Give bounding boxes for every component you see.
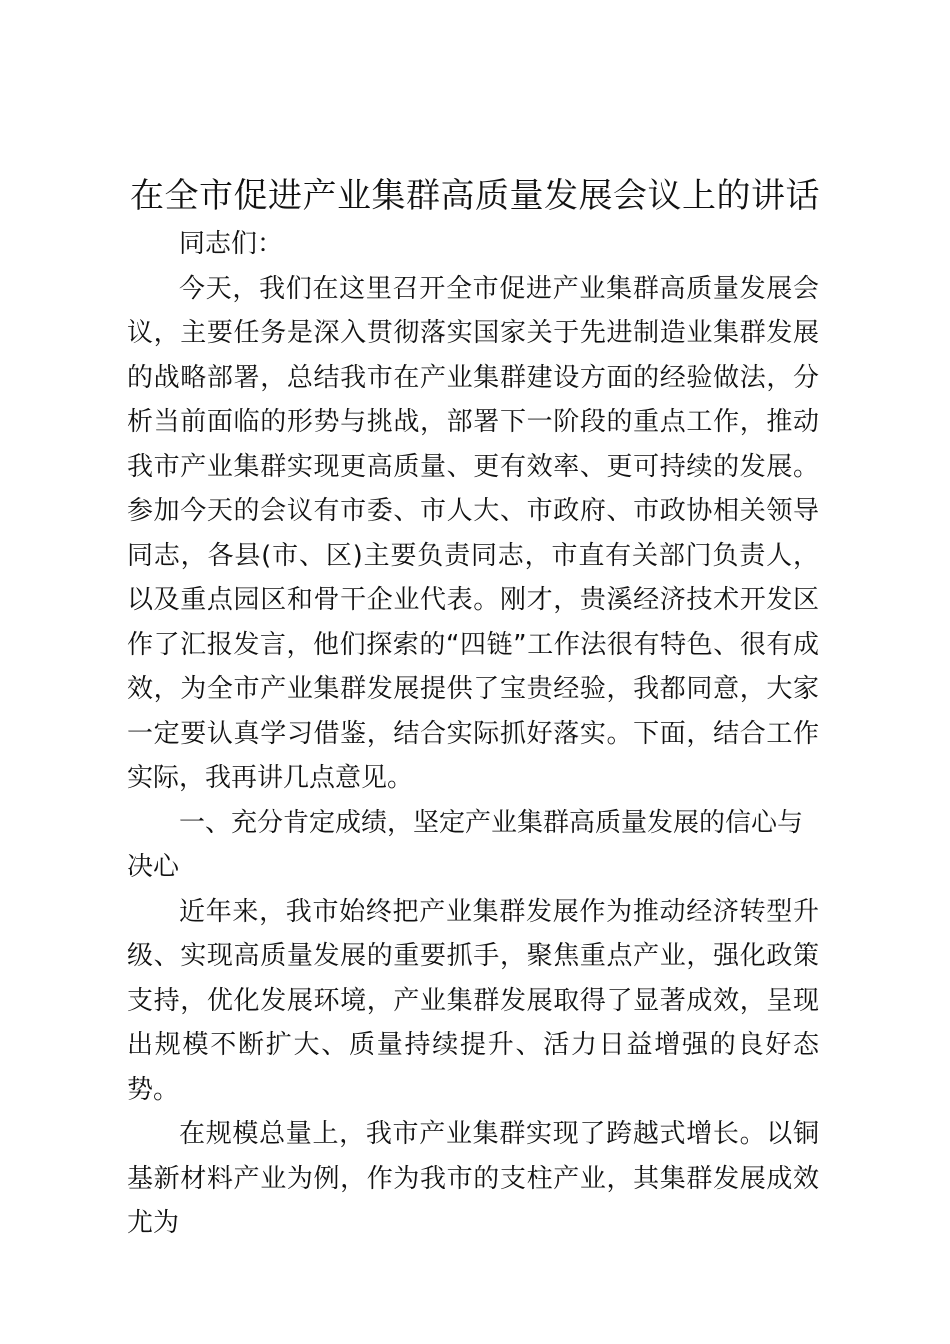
document-body (127, 222, 819, 1246)
section-paragraph: 在规模总量上，我市产业集群实现了跨越式增长。以铜基新材料产业为例，作为我市的支柱产业，其集群发展成效尤为 (127, 1119, 819, 1238)
document-title: 在全市促进产业集群高质量发展会议上的讲话 (130, 176, 820, 216)
section-heading: 一、充分肯定成绩，坚定产业集群高质量发展的信心与决心 (127, 807, 804, 882)
section-paragraph: 近年来，我市始终把产业集群发展作为推动经济转型升级、实现高质量发展的重要抓手，聚焦重点产业，强化政策支持，优化发展环境，产业集群发展取得了显著成效，呈现出规模不断扩大、质量持续提升、活力日益增强的良好态势。 (127, 896, 819, 1105)
intro-paragraph: 今天，我们在这里召开全市促进产业集群高质量发展会议，主要任务是深入贯彻落实国家关于先进制造业集群发展的战略部署，总结我市在产业集群建设方面的经验做法，分析当前面临的形势与挑战，部署下一阶段的重点工作，推动我市产业集群实现更高质量、更有效率、更可持续的发展。参加今天的会议有市委、市人大、市政府、市政协相关领导同志，各县(市、区)主要负责同志，市直有关部门负责人，以及重点园区和骨干企业代表。刚才，贵溪经济技术开发区作了汇报发言，他们探索的“四链”工作法很有特色、很有成效，为全市产业集群发展提供了宝贵经验，我都同意，大家一定要认真学习借鉴，结合实际抓好落实。下面，结合工作实际，我再讲几点意见。 (127, 273, 819, 793)
salutation: 同志们： (179, 229, 284, 259)
